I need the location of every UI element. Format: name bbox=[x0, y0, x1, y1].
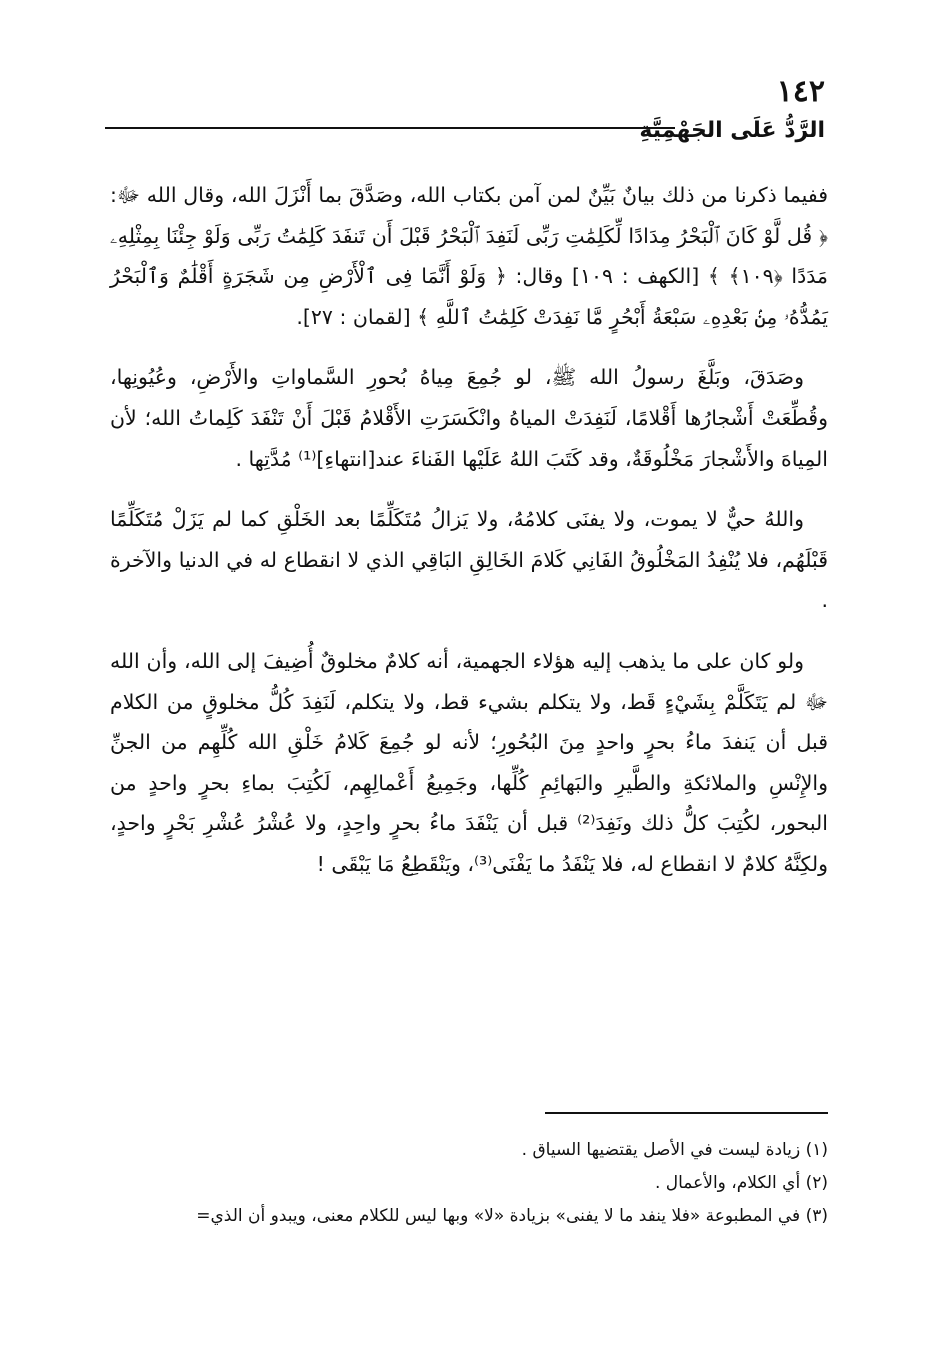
page-number: ١٤٢ bbox=[776, 74, 825, 109]
footnote-3: (٣) في المطبوعة «فلا ينفد ما لا يفنى» بزيادة «لا» وبها ليس للكلام معنى، ويبدو أن الذي= bbox=[196, 1206, 828, 1226]
paragraph: واللهُ حيٌّ لا يموت، ولا يفنَى كلامُهُ، ولا يَزالُ مُتَكَلِّمًا بعد الخَلْقِ كما لم يَزَلْ مُتَكَلِّمًا قَبْلَهُم، فلا يُنْفِدُ المَخْلُوقُ الفَانِي كَلامَ الخَالِقِ البَاقِي الذي لا انقطاع له في الدنيا والآخرة . bbox=[110, 507, 828, 613]
paragraph: وصَدَقَ، وبَلَّغَ رسولُ الله ﷺ، لو جُمِعَ مِياهُ بُحورِ السَّماواتِ والأَرْضِ، وعُيُونِها، وقُطِّعَتْ أَشْجارُها أَقْلامًا، لَنَفِدَتْ المياهُ وانْكَسَرَتِ الأَقْلامُ قَبْلَ أَنْ تَنْفَدَ كَلِماتُ الله؛ لأن المِياهَ والأَشْجارَ مَخْلُوقَةٌ، وقد كَتَبَ اللهُ عَلَيْها الفَناءَ عند[انتهاءِ]⁽¹⁾ مُدَّتِها . bbox=[110, 365, 828, 471]
paragraph: ولو كان على ما يذهب إليه هؤلاء الجهمية، أنه كلامٌ مخلوقٌ أُضِيفَ إلى الله، وأن الله ﷻ لم يَتَكَلَّمْ بِشَيْءٍ قَط، ولا يتكلم بشيء قط، ولا يتكلم، لَنَفِدَ كُلُّ مخلوقٍ من الكلام قبل أن يَنفدَ ماءُ بحرٍ واحدٍ مِنَ البُحُورِ؛ لأنه لو جُمِعَ كَلامُ خَلْقِ الله كُلِّهِم من الجنِّ والإِنْسِ والملائكةِ والطَّيرِ والبَهائِمِ كُلِّها، وجَمِيعُ أَعْمالِهِم، لَكُتِبَ بماءِ بحرٍ واحدٍ من البحور، لكُتِبَ كلُّ ذلك ونَفِدَ⁽²⁾ قبل أن يَنْفَدَ ماءُ بحرٍ واحِدٍ، ولا عُشْرُ عُشْرِ بَحْرٍ واحدٍ، ولكِنَّهُ كلامٌ لا انقطاع له، فلا يَنْفَدُ ما يَفْنَى⁽³⁾، ويَنْقَطِعُ مَا يَبْقَى ! bbox=[110, 648, 828, 876]
running-title: الرَّدُّ عَلَى الجَهْمِيَّةِ bbox=[639, 118, 825, 143]
main-text bbox=[110, 175, 828, 905]
header-rule bbox=[105, 127, 675, 129]
footnote-1: (١) زيادة ليست في الأصل يقتضيها السياق . bbox=[521, 1140, 828, 1160]
footnote-separator bbox=[545, 1112, 828, 1114]
footnote-2: (٢) أي الكلام، والأعمال . bbox=[654, 1173, 828, 1193]
footnotes bbox=[110, 1134, 828, 1233]
page-header bbox=[105, 74, 825, 144]
paragraph: ففيما ذكرنا من ذلك بيانٌ بَيِّنٌ لمن آمن بكتاب الله، وصَدَّقَ بما أَنْزَلَ الله، وقال الله ﷻ: ﴿ قُل لَّوْ كَانَ ٱلْبَحْرُ مِدَادًا لِّكَلِمَٰتِ رَبِّى لَنَفِدَ ٱلْبَحْرُ قَبْلَ أَن تَنفَدَ كَلِمَٰتُ رَبِّى وَلَوْ جِئْنَا بِمِثْلِهِۦ مَدَدًا ﴿١٠٩﴾ ﴾ [الكهف : ١٠٩] وقال: ﴿ وَلَوْ أَنَّمَا فِى ٱلْأَرْضِ مِن شَجَرَةٍ أَقْلَٰمٌ وَٱلْبَحْرُ يَمُدُّهُۥ مِنۢ بَعْدِهِۦ سَبْعَةُ أَبْحُرٍ مَّا نَفِدَتْ كَلِمَٰتُ ٱللَّهِ ﴾ [لقمان : ٢٧]. bbox=[110, 183, 828, 329]
